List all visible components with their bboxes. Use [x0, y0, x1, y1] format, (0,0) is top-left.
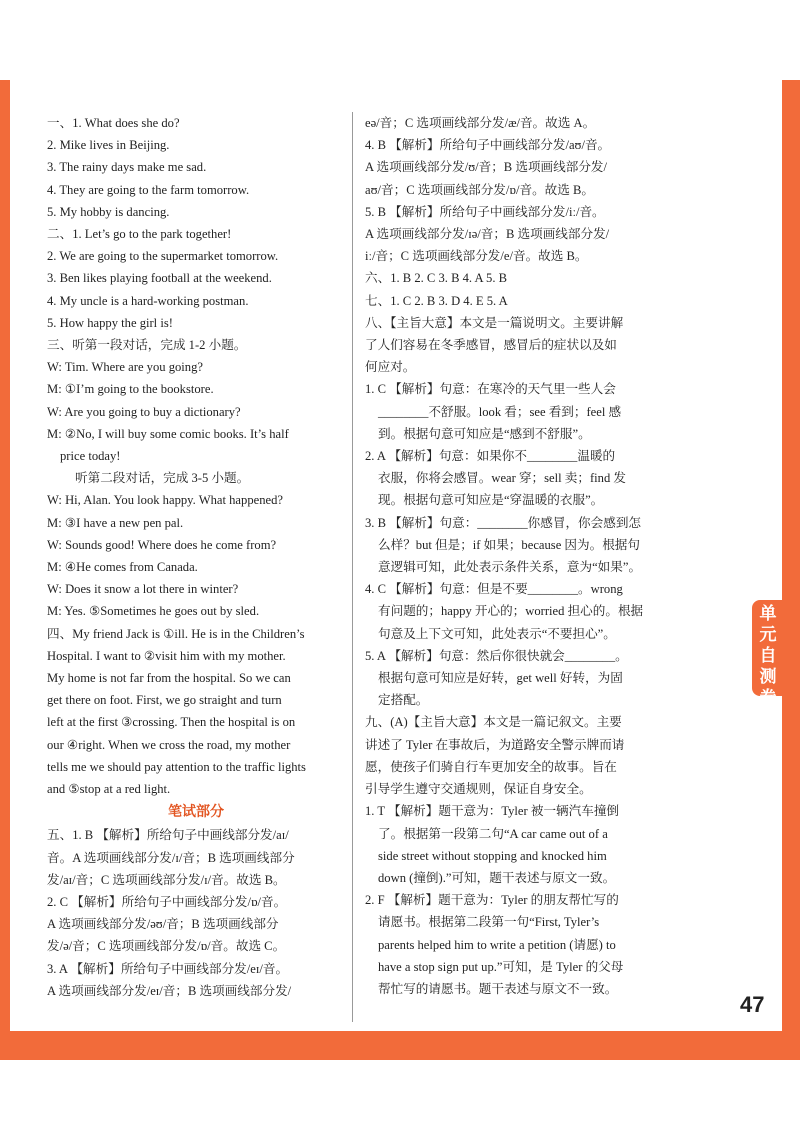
left-line: M: ①I’m going to the bookstore. [47, 382, 214, 397]
left-line: 音。A 选项画线部分发/ɪ/音；B 选项画线部分 [47, 850, 295, 865]
left-line: 五、1. B 【解析】所给句子中画线部分发/aɪ/ [47, 828, 289, 843]
left-line: A 选项画线部分发/eɪ/音；B 选项画线部分发/ [47, 983, 292, 998]
left-line: price today! [60, 449, 121, 464]
right-line: 请愿书。根据第二段第一句“First, Tyler’s [378, 915, 600, 930]
left-line: 发/aɪ/音；C 选项画线部分发/ɪ/音。故选 B。 [47, 872, 286, 887]
right-line: 4. B 【解析】所给句子中画线部分发/aʊ/音。 [365, 138, 611, 153]
left-line: left at the first ③crossing. Then the hospital is on [47, 715, 296, 730]
right-line: 九、(A)【主旨大意】本文是一篇记叙文。主要 [365, 715, 622, 730]
right-line: 六、1. B 2. C 3. B 4. A 5. B [365, 271, 508, 286]
right-line: down (撞倒).”可知，题干表述与原文一致。 [378, 870, 616, 885]
right-line: 到。根据句意可知应是“感到不舒服”。 [378, 426, 591, 441]
right-line: 么样？but 但是；if 如果；because 因为。根据句 [378, 537, 640, 552]
right-line: 句意及上下文可知，此处表示“不要担心”。 [378, 626, 616, 641]
right-line: 5. A 【解析】句意：然后你很快就会________。 [365, 648, 628, 663]
left-line: 3. Ben likes playing football at the weekend. [47, 271, 272, 286]
left-line: 2. We are going to the supermarket tomorrow. [47, 249, 279, 264]
right-line: 有问题的；happy 开心的；worried 担心的。根据 [378, 604, 644, 619]
right-line: 现。根据句意可知应是“穿温暖的衣服”。 [378, 493, 604, 508]
right-line: aʊ/音；C 选项画线部分发/ɒ/音。故选 B。 [365, 182, 594, 197]
left-line: 2. Mike lives in Beijing. [47, 138, 170, 153]
right-line: 何应对。 [365, 360, 416, 375]
right-line: 帮忙写的请愿书。题干表述与原文不一致。 [378, 981, 618, 996]
right-line: 七、1. C 2. B 3. D 4. E 5. A [365, 293, 508, 308]
right-line: 了。根据第一段第二句“A car came out of a [378, 826, 608, 841]
right-line: 1. T 【解析】题干意为：Tyler 被一辆汽车撞倒 [365, 804, 620, 819]
left-line: and ⑤stop at a red light. [47, 782, 171, 797]
right-column [365, 112, 657, 1000]
left-line: W: Are you going to buy a dictionary? [47, 404, 241, 419]
right-line: 1. C 【解析】句意：在寒冷的天气里一些人会 [365, 382, 616, 397]
left-line: tells me we should pay attention to the traffic lights [47, 759, 306, 774]
right-line: A 选项画线部分发/ʊ/音；B 选项画线部分发/ [365, 160, 608, 175]
right-line: 了人们容易在冬季感冒，感冒后的症状以及如 [365, 338, 617, 353]
right-line: eə/音；C 选项画线部分发/æ/音。故选 A。 [365, 116, 596, 130]
unit-test-tab [752, 600, 782, 708]
right-line: 2. A 【解析】句意：如果你不________温暖的 [365, 449, 616, 464]
right-line: 3. B 【解析】句意：________你感冒，你会感到怎 [365, 515, 642, 530]
left-line: W: Does it snow a lot there in winter? [47, 582, 239, 597]
right-line: 八、【主旨大意】本文是一篇说明文。主要讲解 [365, 315, 624, 330]
right-line: 引导学生遵守交通规则，保证自身安全。 [365, 782, 592, 797]
page-frame [0, 80, 800, 1060]
left-line: 四、My friend Jack is ①ill. He is in the Children’s [47, 626, 305, 641]
right-line: ________不舒服。look 看；see 看到；feel 感 [378, 404, 622, 419]
left-line: 5. My hobby is dancing. [47, 204, 170, 219]
right-line: 定搭配。 [378, 693, 429, 708]
right-line: iː/音；C 选项画线部分发/e/音。故选 B。 [365, 249, 588, 264]
left-line: 笔试部分 [168, 804, 224, 821]
answer-sheet [10, 80, 782, 1031]
left-line: M: ③I have a new pen pal. [47, 515, 184, 530]
left-line: 3. The rainy days make me sad. [47, 160, 207, 175]
right-line: 根据句意可知应是好转，get well 好转，为固 [378, 671, 623, 686]
right-line: 5. B 【解析】所给句子中画线部分发/iː/音。 [365, 204, 605, 219]
right-line: 意逻辑可知，此处表示条件关系，意为“如果”。 [378, 560, 642, 575]
left-line: 发/ə/音；C 选项画线部分发/ɒ/音。故选 C。 [47, 939, 286, 954]
right-line: parents helped him to write a petition (请愿) to [378, 937, 616, 952]
right-line: 4. C 【解析】句意：但是不要________。wrong [365, 582, 623, 597]
left-line: 二、1. Let’s go to the park together! [47, 227, 232, 242]
left-line: M: ④He comes from Canada. [47, 560, 198, 575]
unit-test-tab-label: 单元自测卷 [759, 604, 777, 708]
right-line: 讲述了 Tyler 在事故后，为道路安全警示牌而请 [365, 737, 625, 752]
page-number: 47 [740, 992, 765, 1017]
right-line: have a stop sign put up.”可知，是 Tyler 的父母 [378, 959, 624, 974]
left-line: get there on foot. First, we go straight and turn [47, 693, 282, 708]
left-line: 听第二段对话，完成 3-5 小题。 [75, 471, 250, 486]
left-line: 一、1. What does she do? [47, 116, 180, 130]
left-line: 2. C 【解析】所给句子中画线部分发/ɒ/音。 [47, 894, 287, 909]
right-line: A 选项画线部分发/ɪə/音；B 选项画线部分发/ [365, 227, 610, 242]
right-line: 愿，使孩子们骑自行车更加安全的故事。旨在 [365, 759, 617, 774]
column-divider [352, 112, 353, 1022]
left-line: A 选项画线部分发/əʊ/音；B 选项画线部分 [47, 917, 279, 932]
left-line: M: Yes. ⑤Sometimes he goes out by sled. [47, 604, 260, 619]
left-line: 4. They are going to the farm tomorrow. [47, 182, 250, 197]
left-column [47, 112, 345, 1002]
right-line: 2. F 【解析】题干意为：Tyler 的朋友帮忙写的 [365, 893, 619, 908]
left-line: M: ②No, I will buy some comic books. It’s half [47, 426, 289, 441]
left-line: our ④right. When we cross the road, my mother [47, 737, 291, 752]
left-line: 5. How happy the girl is! [47, 315, 173, 330]
left-line: W: Hi, Alan. You look happy. What happened? [47, 493, 283, 508]
right-line: side street without stopping and knocked him [378, 848, 607, 863]
left-line: Hospital. I want to ②visit him with my mother. [47, 648, 286, 663]
left-line: 4. My uncle is a hard-working postman. [47, 293, 249, 308]
left-line: My home is not far from the hospital. So we can [47, 671, 291, 686]
left-line: 3. A 【解析】所给句子中画线部分发/eɪ/音。 [47, 961, 289, 976]
left-line: 三、听第一段对话，完成 1-2 小题。 [47, 338, 247, 353]
left-line: W: Tim. Where are you going? [47, 360, 203, 375]
left-line: W: Sounds good! Where does he come from? [47, 537, 277, 552]
right-line: 衣服，你将会感冒。wear 穿；sell 卖；find 发 [378, 471, 627, 486]
